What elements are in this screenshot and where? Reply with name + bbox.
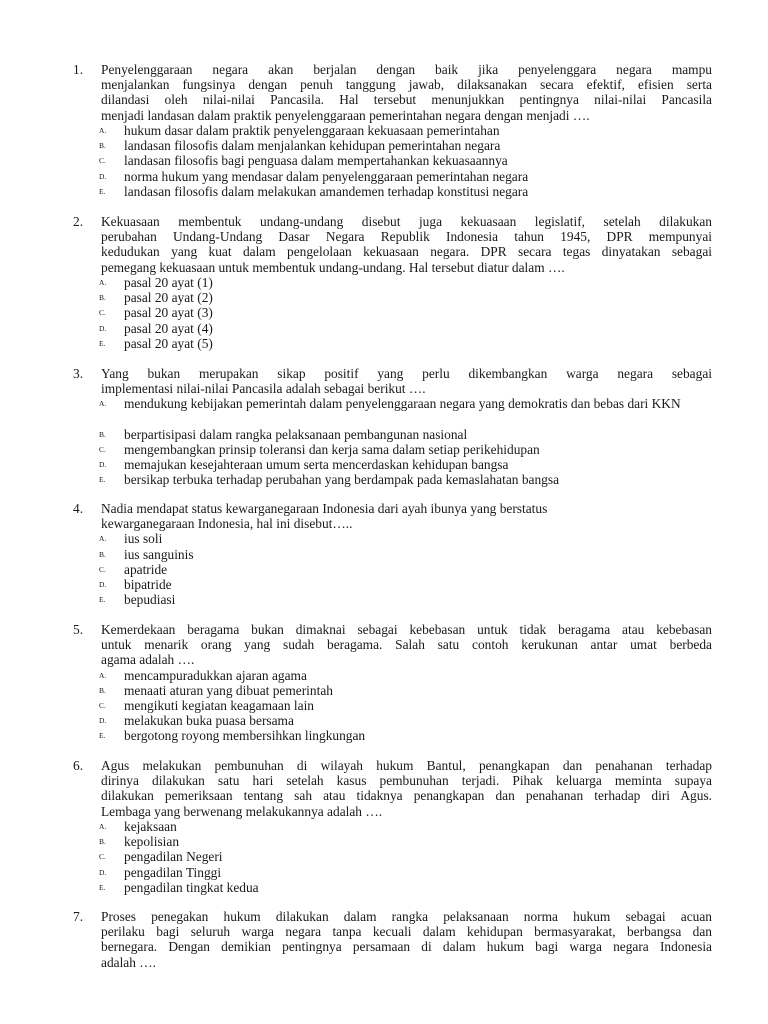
option-letter: C. <box>99 156 106 166</box>
question-number: 4. <box>73 501 84 516</box>
question-text <box>101 62 712 123</box>
question-line: Proses penegakan hukum dilakukan dalam rangka pelaksanaan norma hukum sebagai acuan <box>101 909 712 924</box>
option-a[interactable] <box>0 531 768 546</box>
option-d[interactable] <box>0 865 768 880</box>
option-text: ius soli <box>124 531 163 547</box>
option-text: landasan filosofis dalam menjalankan kehidupan pemerintahan negara <box>124 138 501 154</box>
option-text: mengembangkan prinsip toleransi dan kerja sama dalam setiap perikehidupan <box>124 441 540 457</box>
question-number: 6. <box>73 758 84 773</box>
option-e[interactable] <box>0 880 768 895</box>
option-text: pasal 20 ayat (4) <box>124 320 213 336</box>
option-b[interactable] <box>0 138 768 153</box>
question-number: 1. <box>73 62 84 77</box>
question-line: kewarganegaraan Indonesia, hal ini disebut….. <box>101 516 353 532</box>
option-text: pengadilan tingkat kedua <box>124 879 259 895</box>
option-text: berpartisipasi dalam rangka pelaksanaan pembangunan nasional <box>124 426 468 442</box>
question-line: kedudukan yang kuat dalam pengelolaan kekuasaan negara. DPR secara tegas dinyatakan sebagai <box>101 244 712 260</box>
option-text: kejaksaan <box>124 819 177 834</box>
option-a[interactable] <box>0 668 768 683</box>
question-number: 3. <box>73 366 84 381</box>
option-b[interactable] <box>0 683 768 698</box>
option-text: norma hukum yang mendasar dalam penyelenggaraan pemerintahan negara <box>124 168 529 184</box>
question-line: bernegara. Dengan demikian pentingnya persamaan di dalam hukum bagi warga negara Indonesia <box>101 939 712 955</box>
option-d[interactable] <box>0 577 768 592</box>
question-text <box>101 758 712 819</box>
option-text: bipatride <box>124 576 172 592</box>
option-e[interactable] <box>0 592 768 607</box>
option-text: pengadilan Tinggi <box>124 864 222 880</box>
option-text: pasal 20 ayat (3) <box>124 305 213 321</box>
option-letter: D. <box>99 171 107 181</box>
option-a[interactable] <box>0 275 768 290</box>
option-letter: E. <box>99 595 106 605</box>
option-text: bersikap terbuka terhadap perubahan yang berdampak pada kemaslahatan bangsa <box>124 472 560 488</box>
option-text: ius sanguinis <box>124 546 194 562</box>
option-d[interactable] <box>0 169 768 184</box>
option-letter: C. <box>99 444 106 454</box>
option-text: memajukan kesejahteraan umum serta mencerdaskan kehidupan bangsa <box>124 457 509 473</box>
question-line: dilandasi oleh nilai-nilai Pancasila. Hal tersebut menunjukkan pentingnya nilai-nilai Pancasila <box>101 92 712 108</box>
option-letter: D. <box>99 716 107 726</box>
option-text: landasan filosofis bagi penguasa dalam mempertahankan kekuasaannya <box>124 153 508 169</box>
option-text: apatride <box>124 561 168 577</box>
question-text <box>101 909 712 970</box>
option-letter: C. <box>99 564 106 574</box>
question-line: Agus melakukan pembunuhan di wilayah hukum Bantul, penangkapan dan penahanan terhadap <box>101 758 712 773</box>
option-letter: B. <box>99 685 106 695</box>
question-line: adalah …. <box>101 954 157 970</box>
option-c[interactable] <box>0 849 768 864</box>
option-text: mengikuti kegiatan keagamaan lain <box>124 697 314 713</box>
option-text: kepolisian <box>124 834 180 850</box>
option-e[interactable] <box>0 472 768 487</box>
option-letter: B. <box>99 429 106 439</box>
question-number: 2. <box>73 214 84 229</box>
option-e[interactable] <box>0 728 768 743</box>
option-d[interactable] <box>0 713 768 728</box>
option-text: mencampuradukkan ajaran agama <box>124 667 307 683</box>
question-line: perubahan Undang-Undang Dasar Negara Republik Indonesia tahun 1945, DPR mempunyai <box>101 229 712 245</box>
option-d[interactable] <box>0 457 768 472</box>
option-b[interactable] <box>0 290 768 305</box>
option-letter: B. <box>99 141 106 151</box>
question-line: agama adalah …. <box>101 652 195 668</box>
option-c[interactable] <box>0 305 768 320</box>
option-b[interactable] <box>0 834 768 849</box>
option-letter: D. <box>99 460 107 470</box>
option-text: bergotong royong membersihkan lingkungan <box>124 728 366 744</box>
option-letter: D. <box>99 323 107 333</box>
question-number: 7. <box>73 909 84 924</box>
option-text: bepudiasi <box>124 592 176 608</box>
option-text: hukum dasar dalam praktik penyelenggaraan kekuasaan pemerintahan <box>124 123 500 138</box>
option-letter: A. <box>99 670 107 680</box>
question-line: Lembaga yang berwenang melakukannya adalah …. <box>101 803 383 819</box>
option-letter: A. <box>99 278 107 287</box>
option-a[interactable] <box>0 396 768 426</box>
question-line: dilakukan pemeriksaan tentang sah atau tidaknya penangkapan dan penahanan terhadap diri Agus. <box>101 788 712 804</box>
option-text: pasal 20 ayat (1) <box>124 275 213 290</box>
option-letter: E. <box>99 731 106 741</box>
question-line: dirinya dilakukan satu hari setelah kasus pembunuhan terjadi. Pihak keluarga meminta supaya <box>101 773 712 789</box>
option-letter: B. <box>99 549 106 559</box>
question-line: menjalankan fungsinya dengan penuh tanggung jawab, dilaksanakan secara efektif, efisien serta <box>101 77 712 93</box>
question-line: Yang bukan merupakan sikap positif yang perlu dikembangkan warga negara sebagai <box>101 366 712 381</box>
option-letter: A. <box>99 399 107 409</box>
question-line: menjadi landasan dalam praktik penyelenggaraan pemerintahan negara dengan menjadi …. <box>101 107 590 123</box>
option-e[interactable] <box>0 184 768 199</box>
option-text: pengadilan Negeri <box>124 849 223 865</box>
question-line: Nadia mendapat status kewarganegaraan Indonesia dari ayah ibunya yang berstatus <box>101 501 548 516</box>
question-text <box>101 366 712 396</box>
option-text: menaati aturan yang dibuat pemerintah <box>124 682 333 698</box>
option-letter: C. <box>99 308 106 318</box>
option-letter: B. <box>99 293 106 303</box>
option-letter: C. <box>99 700 106 710</box>
question-line: Penyelenggaraan negara akan berjalan dengan baik jika penyelenggara negara mampu <box>101 62 712 77</box>
question-line: pemegang kekuasaan untuk membentuk undang-undang. Hal tersebut diatur dalam …. <box>101 259 565 275</box>
option-c[interactable] <box>0 698 768 713</box>
question-line: perilaku bagi seluruh warga negara tanpa kecuali dalam kehidupan bermasyarakat, berbangsa dan <box>101 924 712 940</box>
option-letter: D. <box>99 579 107 589</box>
option-c[interactable] <box>0 442 768 457</box>
option-text: landasan filosofis dalam melakukan amandemen terhadap konstitusi negara <box>124 183 529 199</box>
option-text: mendukung kebijakan pemerintah dalam penyelenggaraan negara yang demokratis dan bebas dari KKN <box>124 396 681 412</box>
option-letter: D. <box>99 867 107 877</box>
question-text <box>101 622 712 668</box>
option-letter: A. <box>99 822 107 831</box>
option-b[interactable] <box>0 427 768 442</box>
option-text: pasal 20 ayat (5) <box>124 335 213 351</box>
option-b[interactable] <box>0 547 768 562</box>
option-letter: E. <box>99 338 106 348</box>
option-c[interactable] <box>0 153 768 168</box>
option-letter: E. <box>99 882 106 892</box>
option-letter: E. <box>99 186 106 196</box>
option-letter: C. <box>99 852 106 862</box>
option-d[interactable] <box>0 321 768 336</box>
option-letter: A. <box>99 534 107 544</box>
option-a[interactable] <box>0 123 768 138</box>
option-letter: E. <box>99 475 106 485</box>
option-text: pasal 20 ayat (2) <box>124 290 213 306</box>
option-e[interactable] <box>0 336 768 351</box>
option-letter: B. <box>99 837 106 847</box>
option-c[interactable] <box>0 562 768 577</box>
question-line: implementasi nilai-nilai Pancasila adalah sebagai berikut …. <box>101 381 426 397</box>
question-line: Kemerdekaan beragama bukan dimaknai sebagai kebebasan untuk tidak beragama atau kebebasan <box>101 622 712 637</box>
option-letter: A. <box>99 126 107 135</box>
question-number: 5. <box>73 622 84 637</box>
question-line: untuk menarik orang yang sudah beragama. Salah satu contoh kerukunan antar umat berbeda <box>101 637 712 653</box>
question-line: Kekuasaan membentuk undang-undang disebut juga kekuasaan legislatif, setelah dilakukan <box>101 214 712 229</box>
question-text <box>101 214 712 275</box>
option-a[interactable] <box>0 819 768 834</box>
option-text: melakukan buka puasa bersama <box>124 713 294 729</box>
question-text <box>101 501 712 531</box>
